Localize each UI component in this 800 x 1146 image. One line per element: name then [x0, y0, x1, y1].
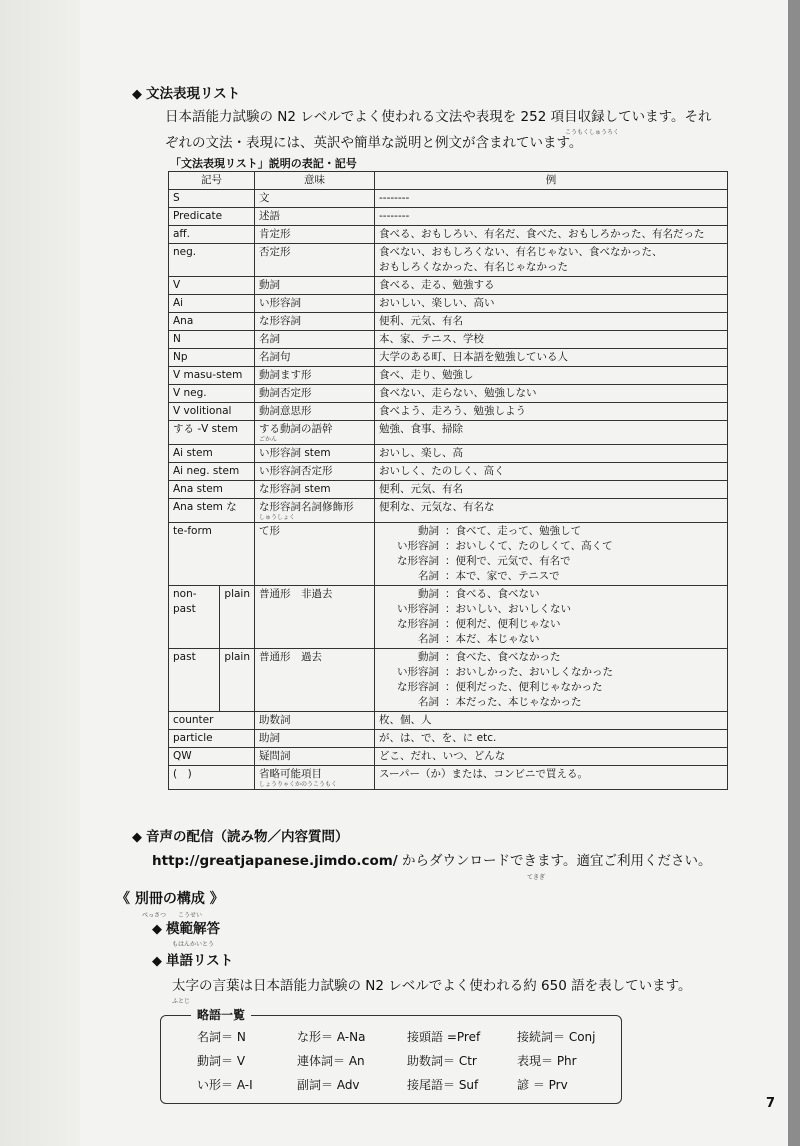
- abbreviation-item: 名詞＝ N: [197, 1030, 246, 1044]
- example-text: 食べる、おもしろい、有名だ、食べた、おもしろかった、有名だった: [379, 228, 705, 240]
- abbreviation-item: 接頭語 =Pref: [407, 1030, 481, 1044]
- symbol-cell: N: [169, 331, 255, 349]
- part-of-speech: な形容詞: [397, 618, 439, 630]
- symbol-cell: particle: [169, 730, 255, 748]
- symbol-cell: Ai: [169, 295, 255, 313]
- header-symbol: 記号: [169, 172, 255, 190]
- table-row: [169, 331, 728, 349]
- table-row: [169, 367, 728, 385]
- meaning-text: 名詞句: [259, 351, 291, 363]
- page-gutter: [0, 0, 80, 1146]
- meaning-cell: [255, 385, 375, 403]
- part-of-speech: 名詞: [418, 633, 439, 645]
- section-title: 文法表現リスト: [146, 86, 241, 102]
- example-cell: [375, 766, 728, 790]
- symbol-sub-text: plain: [224, 588, 250, 600]
- symbol-cell: V volitional: [169, 403, 255, 421]
- example-text: 本、家、テニス、学校: [379, 333, 484, 345]
- example-text: ：おいしかった、おいしくなかった: [445, 666, 613, 678]
- example-line: [379, 695, 723, 710]
- section-title: 音声の配信（読み物／内容質問）: [146, 829, 349, 845]
- separate-volume-heading: 《 別冊の構成 》: [116, 891, 224, 907]
- example-cell: [375, 367, 728, 385]
- meaning-text: な形容詞 stem: [259, 483, 331, 495]
- symbol-text: te-form: [173, 525, 212, 537]
- meaning-cell: [255, 445, 375, 463]
- furigana: しゅうしょく: [259, 514, 296, 521]
- example-cell: [375, 712, 728, 730]
- meaning-text: 動詞否定形: [259, 387, 312, 399]
- example-text: おもしろくなかった、有名じゃなかった: [379, 261, 568, 273]
- meaning-cell: [255, 331, 375, 349]
- example-cell: [375, 226, 728, 244]
- example-line: [379, 569, 723, 584]
- meaning-cell: [255, 481, 375, 499]
- example-cell: [375, 649, 728, 712]
- symbol-cell: V: [169, 277, 255, 295]
- item-label: 単語リスト: [166, 953, 234, 969]
- table-row: [169, 208, 728, 226]
- example-text: ：便利だ、便利じゃない: [445, 618, 561, 630]
- example-text: 便利な、元気な、有名な: [379, 501, 495, 513]
- meaning-cell: [255, 499, 375, 523]
- example-text: ：本だ、本じゃない: [445, 633, 540, 645]
- abbreviation-list-box: [160, 1008, 622, 1104]
- example-cell: [375, 748, 728, 766]
- table-row: [169, 277, 728, 295]
- example-cell: [375, 481, 728, 499]
- meaning-cell: [255, 766, 375, 790]
- furigana: こうもくしゅうろく: [565, 129, 620, 136]
- table-row: [169, 730, 728, 748]
- abbreviation-item: 副詞＝ Adv: [297, 1078, 360, 1092]
- diamond-bullet-icon: ◆: [152, 922, 162, 937]
- furigana: てきぎ: [527, 874, 546, 881]
- meaning-cell: [255, 712, 375, 730]
- example-text: スーパー（か）または、コンビニで買える。: [379, 768, 588, 780]
- table-row: [169, 421, 728, 445]
- grammar-notation-table: [168, 171, 728, 790]
- table-row: [169, 445, 728, 463]
- example-text: --------: [379, 192, 410, 204]
- model-answers-heading: [152, 921, 220, 938]
- example-cell: [375, 730, 728, 748]
- meaning-text: な形容詞名詞修飾形: [259, 501, 354, 513]
- section-audio-heading: [132, 829, 349, 846]
- meaning-text: 動詞ます形: [259, 369, 312, 381]
- meaning-text: い形容詞 stem: [259, 447, 331, 459]
- example-text: 食べる、走る、勉強する: [379, 279, 495, 291]
- meaning-cell: 普通形 非過去: [255, 586, 375, 649]
- example-cell: [375, 190, 728, 208]
- download-note: からダウンロードできます。適宜ご利用ください。: [397, 853, 712, 869]
- example-line: [379, 650, 723, 665]
- item-label: 模範解答: [166, 921, 220, 937]
- symbol-text: non-past: [169, 586, 220, 648]
- table-row: [169, 586, 728, 649]
- meaning-cell: [255, 748, 375, 766]
- abbreviation-item: 連体詞＝ An: [297, 1054, 365, 1068]
- meaning-cell: [255, 367, 375, 385]
- table-row: [169, 649, 728, 712]
- example-cell: [375, 523, 728, 586]
- meaning-cell: [255, 403, 375, 421]
- meaning-cell: [255, 244, 375, 277]
- furigana: べっさつ こうせい: [142, 912, 203, 919]
- diamond-bullet-icon: ◆: [132, 830, 142, 845]
- meaning-text: する動詞の語幹: [259, 423, 333, 435]
- symbol-split: [169, 649, 254, 711]
- table-row: [169, 463, 728, 481]
- table-row: [169, 481, 728, 499]
- table-row: [169, 226, 728, 244]
- symbol-cell: Ai neg. stem: [169, 463, 255, 481]
- example-cell: [375, 403, 728, 421]
- download-url-link[interactable]: http://greatjapanese.jimdo.com/: [152, 853, 398, 869]
- example-cell: [375, 586, 728, 649]
- example-text: ：食べる、食べない: [445, 588, 540, 600]
- abbreviation-grid: [197, 1029, 617, 1093]
- symbol-cell: QW: [169, 748, 255, 766]
- meaning-text: 助数詞: [259, 714, 291, 726]
- part-of-speech: な形容詞: [397, 681, 439, 693]
- example-line: [379, 539, 723, 554]
- table-row: [169, 190, 728, 208]
- meaning-cell: 普通形 過去: [255, 649, 375, 712]
- table-row: [169, 712, 728, 730]
- part-of-speech: い形容詞: [397, 540, 439, 552]
- meaning-text: 肯定形: [259, 228, 291, 240]
- abbrev-title-text: 略語一覧: [197, 1008, 246, 1022]
- table-caption: 「文法表現リスト」説明の表記・記号: [170, 157, 357, 170]
- part-of-speech: 動詞: [418, 588, 439, 600]
- example-text: どこ、だれ、いつ、どんな: [379, 750, 506, 762]
- meaning-text: な形容詞: [259, 315, 301, 327]
- symbol-cell: [169, 649, 255, 712]
- meaning-cell: [255, 730, 375, 748]
- example-cell: [375, 385, 728, 403]
- symbol-cell: Ai stem: [169, 445, 255, 463]
- example-line: [379, 587, 723, 602]
- part-of-speech: い形容詞: [397, 603, 439, 615]
- symbol-cell: [169, 523, 255, 586]
- meaning-cell: [255, 208, 375, 226]
- part-of-speech: 名詞: [418, 570, 439, 582]
- symbol-cell: Ana stem: [169, 481, 255, 499]
- symbol-cell: aff.: [169, 226, 255, 244]
- part-of-speech: な形容詞: [397, 555, 439, 567]
- meaning-text: 省略可能項目: [259, 768, 322, 780]
- meaning-text: 文: [259, 192, 270, 204]
- table-row: [169, 295, 728, 313]
- example-text: ：おいしくて、たのしくて、高くて: [445, 540, 613, 552]
- example-text: 食べ、走り、勉強し: [379, 369, 474, 381]
- example-text: ：便利だった、便利じゃなかった: [445, 681, 603, 693]
- symbol-text: past: [169, 649, 220, 711]
- example-cell: [375, 463, 728, 481]
- example-text: が、は、で、を、に etc.: [379, 732, 497, 744]
- intro-line-2: ぞれの文法・表現には、英訳や簡単な説明と例文が含まれています。: [165, 135, 583, 151]
- example-line: [379, 665, 723, 680]
- example-text: ：本だった、本じゃなかった: [445, 696, 582, 708]
- diamond-bullet-icon: ◆: [132, 87, 142, 102]
- symbol-cell: [169, 586, 255, 649]
- symbol-cell: neg.: [169, 244, 255, 277]
- example-cell: [375, 277, 728, 295]
- example-cell: [375, 421, 728, 445]
- header-example: 例: [375, 172, 728, 190]
- abbreviation-item: い形＝ A-I: [197, 1078, 253, 1092]
- meaning-cell: て形: [255, 523, 375, 586]
- symbol-cell: V neg.: [169, 385, 255, 403]
- furigana: もはんかいとう: [172, 941, 215, 948]
- example-text: ：食べて、走って、勉強して: [445, 525, 582, 537]
- part-of-speech: 名詞: [418, 696, 439, 708]
- table-row: [169, 403, 728, 421]
- symbol-cell: する -V stem: [169, 421, 255, 445]
- abbreviation-item: な形＝ A-Na: [297, 1030, 366, 1044]
- table-row: [169, 385, 728, 403]
- table-row: [169, 349, 728, 367]
- intro-line-1: 日本語能力試験の N2 レベルでよく使われる文法や表現を 252 項目収録しています。それ: [165, 109, 712, 125]
- symbol-cell: Ana: [169, 313, 255, 331]
- meaning-cell: [255, 295, 375, 313]
- symbol-sub-text: plain: [224, 651, 250, 663]
- meaning-cell: [255, 421, 375, 445]
- example-cell: [375, 349, 728, 367]
- page-number: 7: [766, 1096, 776, 1111]
- example-cell: [375, 295, 728, 313]
- example-cell: [375, 331, 728, 349]
- example-text: ：食べた、食べなかった: [445, 651, 561, 663]
- example-line: [379, 632, 723, 647]
- example-cell: [375, 445, 728, 463]
- example-text: おいし、楽し、高: [379, 447, 463, 459]
- meaning-text: い形容詞: [259, 297, 301, 309]
- table-row: [169, 313, 728, 331]
- example-cell: [375, 208, 728, 226]
- abbreviation-item: 動詞＝ V: [197, 1054, 246, 1068]
- part-of-speech: 動詞: [418, 651, 439, 663]
- abbreviation-title: [191, 1006, 251, 1023]
- meaning-text: い形容詞否定形: [259, 465, 333, 477]
- table-row: [169, 499, 728, 523]
- example-text: ：本で、家で、テニスで: [445, 570, 560, 582]
- audio-download-text: [152, 853, 711, 869]
- meaning-text: 動詞: [259, 279, 280, 291]
- abbreviation-item: 接尾語＝ Suf: [407, 1078, 479, 1092]
- meaning-cell: [255, 463, 375, 481]
- part-of-speech: い形容詞: [397, 666, 439, 678]
- symbol-cell: Np: [169, 349, 255, 367]
- diamond-bullet-icon: ◆: [152, 954, 162, 969]
- section-grammar-list-heading: [132, 86, 240, 103]
- example-text: 勉強、食事、掃除: [379, 423, 463, 435]
- example-text: --------: [379, 210, 410, 222]
- example-cell: [375, 313, 728, 331]
- example-text: おいしく、たのしく、高く: [379, 465, 505, 477]
- example-text: 食べない、おもしろくない、有名じゃない、食べなかった、: [379, 246, 663, 258]
- furigana: ごかん: [259, 436, 278, 443]
- abbreviation-item: 接続詞＝ Conj: [517, 1030, 596, 1044]
- symbol-cell: S: [169, 190, 255, 208]
- example-line: [379, 602, 723, 617]
- table-row: [169, 748, 728, 766]
- example-text: 食べよう、走ろう、勉強しよう: [379, 405, 526, 417]
- symbol-split: [169, 586, 254, 648]
- abbreviation-item: 諺 ＝ Prv: [517, 1078, 568, 1092]
- word-list-heading: [152, 953, 233, 970]
- example-text: 大学のある町、日本語を勉強している人: [379, 351, 568, 363]
- abbreviation-item: 表現＝ Phr: [517, 1054, 577, 1068]
- meaning-text: 述語: [259, 210, 280, 222]
- table-row: [169, 244, 728, 277]
- table-header-row: [169, 172, 728, 190]
- part-of-speech: 動詞: [418, 525, 439, 537]
- example-text: 食べない、走らない、勉強しない: [379, 387, 537, 399]
- example-text: ：おいしい、おいしくない: [445, 603, 571, 615]
- example-text: おいしい、楽しい、高い: [379, 297, 495, 309]
- meaning-cell: [255, 277, 375, 295]
- example-text: 枚、個、人: [379, 714, 432, 726]
- meaning-cell: [255, 190, 375, 208]
- meaning-cell: [255, 349, 375, 367]
- meaning-text: 動詞意思形: [259, 405, 312, 417]
- table-row: [169, 523, 728, 586]
- meaning-text: 助詞: [259, 732, 280, 744]
- symbol-cell: V masu-stem: [169, 367, 255, 385]
- example-cell: [375, 499, 728, 523]
- example-line: [379, 617, 723, 632]
- furigana: しょうりゃくかのうこうもく: [259, 781, 338, 788]
- symbol-cell: counter: [169, 712, 255, 730]
- example-text: 便利、元気、有名: [379, 483, 463, 495]
- example-text: 便利、元気、有名: [379, 315, 463, 327]
- example-line: [379, 524, 723, 539]
- abbreviation-item: 助数詞＝ Ctr: [407, 1054, 477, 1068]
- symbol-cell: ( ): [169, 766, 255, 790]
- header-meaning: 意味: [255, 172, 375, 190]
- example-line: [379, 554, 723, 569]
- symbol-cell: Ana stem な: [169, 499, 255, 523]
- furigana: ふとじ: [172, 998, 191, 1005]
- meaning-cell: [255, 313, 375, 331]
- example-line: [379, 680, 723, 695]
- meaning-cell: [255, 226, 375, 244]
- example-cell: [375, 244, 728, 277]
- meaning-text: 疑問詞: [259, 750, 291, 762]
- meaning-text: 名詞: [259, 333, 280, 345]
- word-list-description: 太字の言葉は日本語能力試験の N2 レベルでよく使われる約 650 語を表しています。: [172, 978, 692, 994]
- table-row: [169, 766, 728, 790]
- meaning-text: 否定形: [259, 246, 291, 258]
- symbol-cell: Predicate: [169, 208, 255, 226]
- example-text: ：便利で、元気で、有名で: [445, 555, 571, 567]
